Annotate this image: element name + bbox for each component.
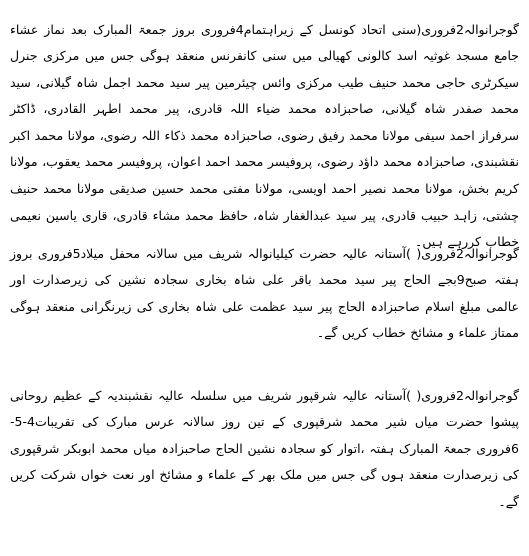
news-item-urs-sharaqpur: گوجرانوالہ2فروری( )آستانہ عالیہ شرقپور شریف میں سلسلہ عالیہ نقشبندیہ کے عظیم روحانی پیشوا حضرت میاں شیر محمد شرقپوری کے تین روز سالانہ عرس مبارک کی تقریبات4-5-6فروری جمعۃ المبارک ہفتہ ،اتوار کو سجادہ نشین الحاج صاحبزادہ میاں محمد ابوبکر شرقپوری کی زیرصدارت منعقد ہوں گی جس میں ملک بھر کے علماء و مشائخ اور نعت خواں شرکت کریں گے۔ xyxy=(10,387,519,509)
news-item-milad-keliyanwala: گوجرانوالہ2فروری( )آستانہ عالیہ حضرت کیلیانوالہ شریف میں سالانہ محفل میلاد5فروری بروز ہفتہ صبح9بجے الحاج پیر سید محمد باقر علی شاہ بخاری سجادہ نشین کی زیرصدارت اور عالمی مبلغ اسلام صاحبزادہ الحاج پیر سید عظمت علی شاہ بخاری کی زیرنگرانی منعقد ہوگی ممتاز علماء و مشائخ خطاب کریں گے۔ xyxy=(10,245,519,341)
news-item-sunni-conference: گوجرانوالہ2فروری(سنی اتحاد کونسل کے زیراہتمام4فروری بروز جمعۃ المبارک بعد نماز عشاء جامع مسجد غوثیہ اسد کالونی کھیالی میں سنی کانفرنس منعقد ہوگی جس میں مرکزی جنرل سیکرٹری حاجی محمد حنیف طیب مرکزی وائس چیئرمین پیر سید محمد اجمل شاہ گیلانی، سید محمد صفدر شاہ گیلانی، صاحبزادہ محمد ضیاء اللہ قادری، پیر محمد اطہر القادری، ڈاکٹر سرفراز احمد سیفی مولانا محمد رفیق رضوی، صاحبزادہ محمد ذکاء اللہ رضوی، مولانا محمد اکبر نقشبندی، صاحبزادہ محمد داؤد رضوی، پروفیسر محمد احمد اعوان، پروفیسر محمد یعقوب، مولانا کریم بخش، مولانا محمد نصیر احمد اویسی، مولانا مفتی محمد حسین صدیقی مولانا محمد حنیف چشتی، زاہد حبیب قادری، پیر سید عبدالغفار شاہ، حافظ محمد مشاء قادری، قاری یاسین نعیمی خطاب کررہے ہیں۔ xyxy=(10,21,519,250)
